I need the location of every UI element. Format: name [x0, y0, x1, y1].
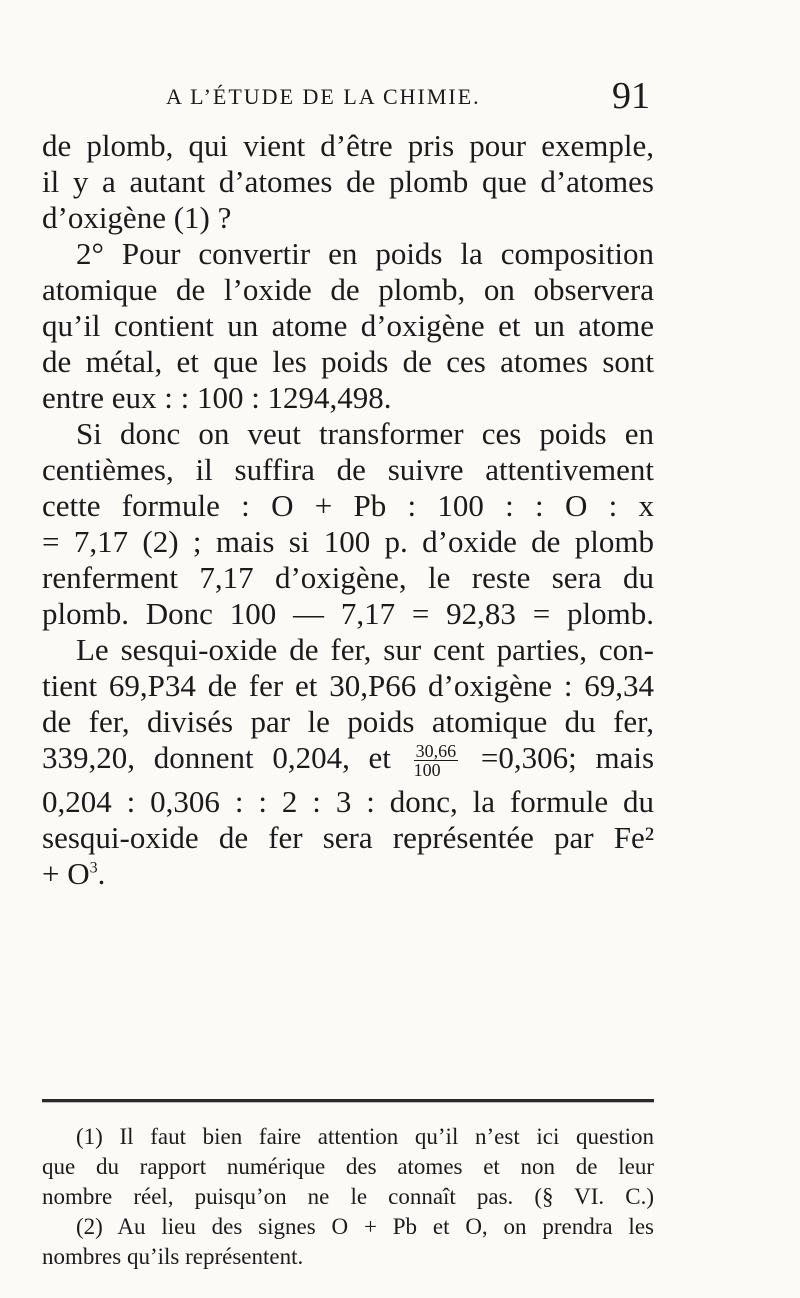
- text-line: Le sesqui-oxide de fer, sur cent parties, con-: [76, 632, 654, 667]
- text-line: 0,204 : 0,306 : : 2 : 3 : donc, la formule du: [42, 784, 654, 819]
- text-line: atomique de l’oxide de plomb, on observera: [42, 272, 654, 307]
- footnote-line: que du rapport numérique des atomes et non de leur: [42, 1154, 654, 1179]
- text-line: renferment 7,17 d’oxigène, le reste sera du: [42, 560, 654, 595]
- text-line: 2° Pour convertir en poids la composition: [76, 236, 654, 271]
- text-line: plomb. Donc 100 — 7,17 = 92,83 = plomb.: [42, 596, 654, 631]
- fraction: [414, 742, 459, 779]
- final-formula-superscript: 3: [89, 859, 98, 877]
- text-line: qu’il contient un atome d’oxigène et un atome: [42, 308, 654, 343]
- text-line: d’oxigène (1) ?: [42, 200, 232, 235]
- page-number: 91: [612, 75, 650, 117]
- text-line: de métal, et que les poids de ces atomes sont: [42, 344, 654, 379]
- fraction-numerator: 30,66: [415, 741, 457, 762]
- footnote-line: nombre réel, puisqu’on ne le connaît pas. (§ VI. C.): [42, 1184, 654, 1209]
- text-line: il y a autant d’atomes de plomb que d’atomes: [42, 164, 654, 199]
- text-line: sesqui-oxide de fer sera représentée par Fe²: [42, 820, 654, 855]
- text-line: entre eux : : 100 : 1294,498.: [42, 380, 392, 415]
- running-title: A L’ÉTUDE DE LA CHIMIE.: [166, 84, 481, 109]
- footnote-line: (2) Au lieu des signes O + Pb et O, on prendra les: [76, 1214, 654, 1239]
- fraction-line-after: =0,306; mais: [480, 740, 655, 775]
- text-line: de fer, divisés par le poids atomique du fer,: [42, 704, 654, 739]
- footnote-divider: [42, 1099, 654, 1103]
- text-line: tient 69,P34 de fer et 30,P66 d’oxigène : 69,34: [42, 668, 654, 703]
- fraction-line-before: 339,20, donnent 0,204, et: [42, 740, 391, 775]
- text-line: centièmes, il suffira de suivre attentivement: [42, 452, 654, 487]
- final-formula-end: .: [97, 856, 106, 891]
- text-line: de plomb, qui vient d’être pris pour exemple,: [42, 128, 654, 163]
- footnote-line: nombres qu’ils représentent.: [42, 1244, 304, 1269]
- final-formula-text: + O: [42, 856, 90, 891]
- formula-line: cette formule : O + Pb : 100 : : O : x: [42, 488, 654, 523]
- text-line: = 7,17 (2) ; mais si 100 p. d’oxide de plomb: [42, 524, 654, 559]
- main-text: [42, 128, 654, 892]
- fraction-denominator: 100: [413, 760, 441, 781]
- text-line: Si donc on veut transformer ces poids en: [76, 416, 654, 451]
- fraction-line: [42, 740, 654, 784]
- footnote-line: (1) Il faut bien faire attention qu’il n’est ici question: [76, 1124, 654, 1149]
- footnotes: [42, 1122, 654, 1272]
- final-formula-line: [42, 856, 654, 892]
